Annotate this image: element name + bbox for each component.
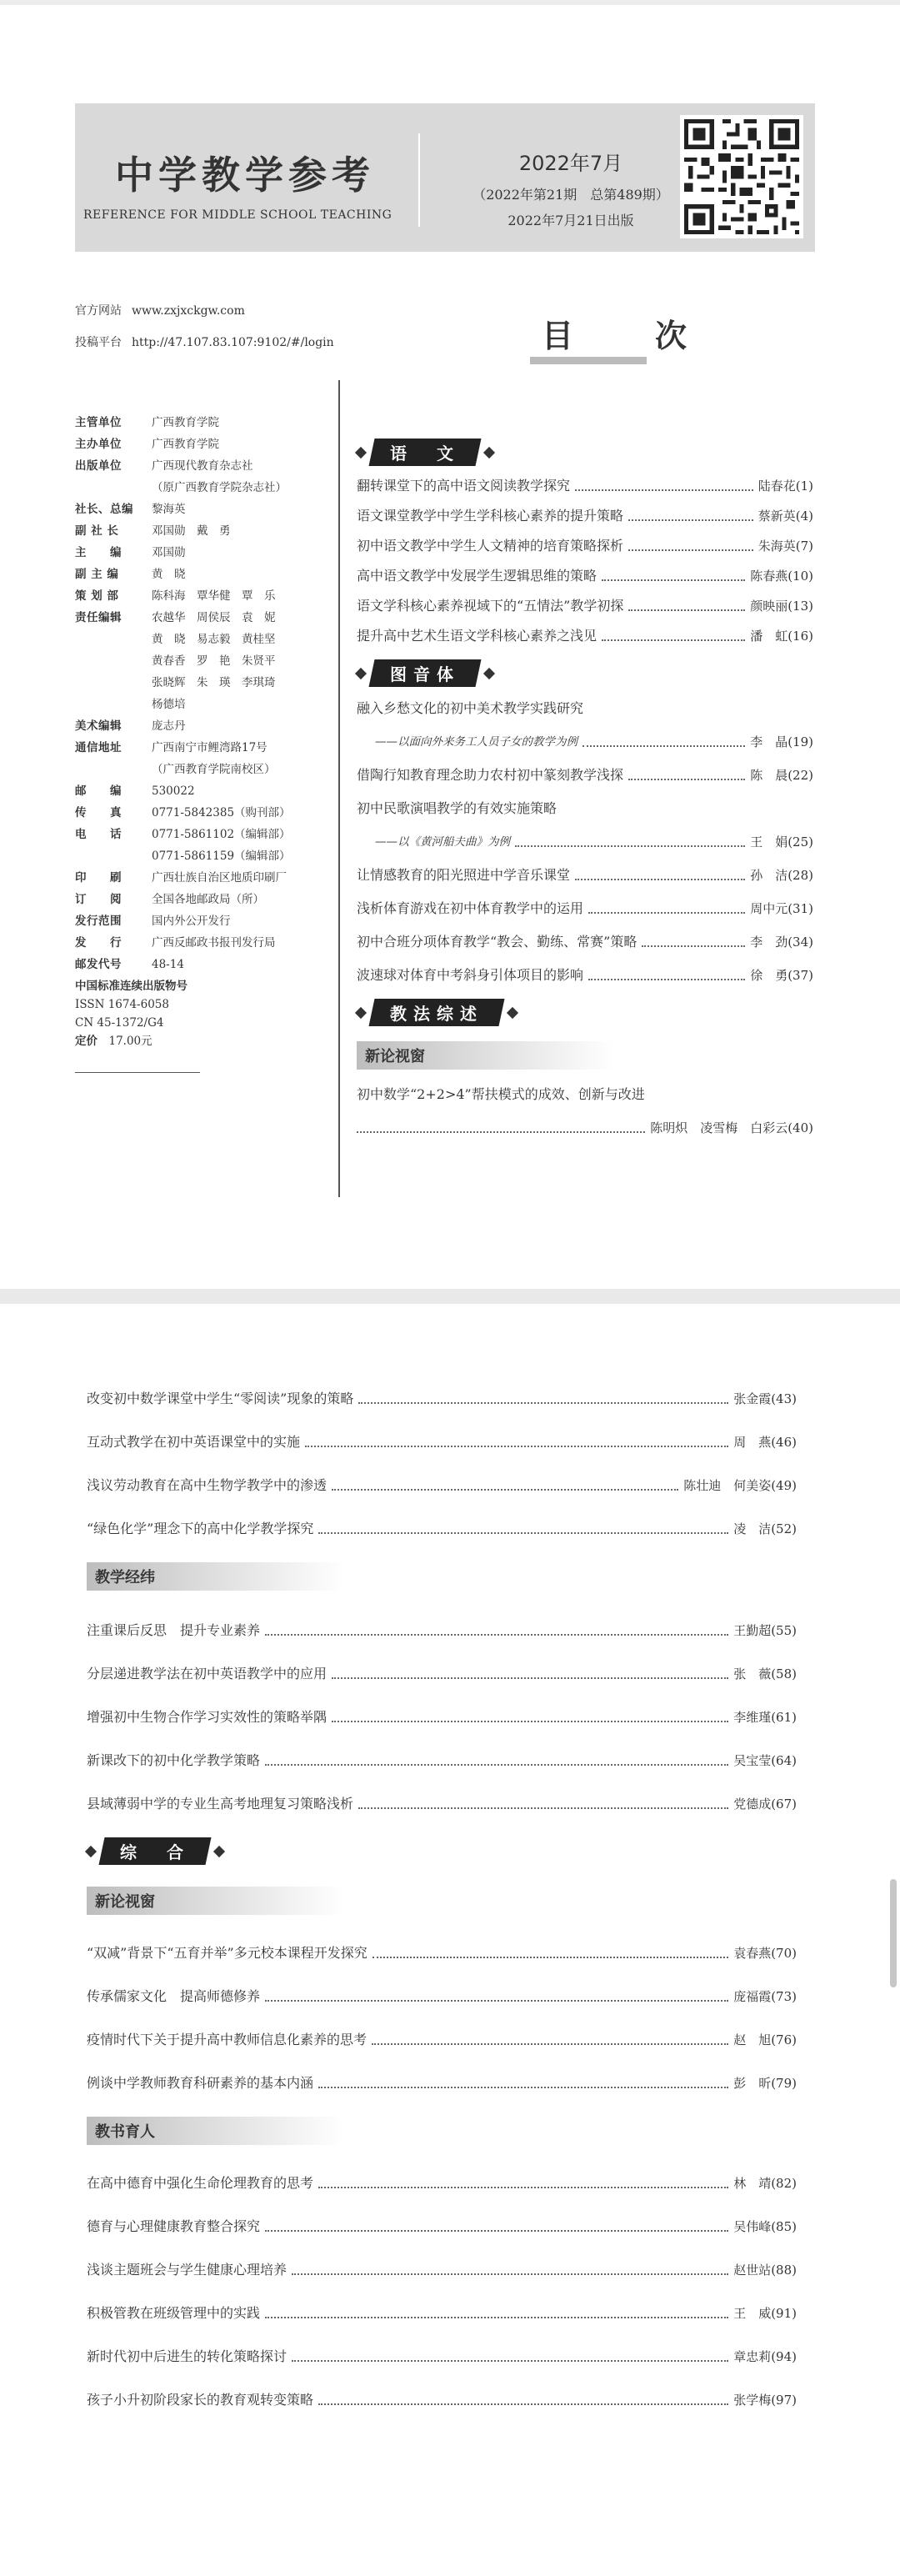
toc-item-title: 分层递进教学法在初中英语教学中的应用 — [87, 1666, 328, 1681]
toc-item-title: 浅谈主题班会与学生健康心理培养 — [87, 2262, 288, 2278]
toc-item-title: “绿色化学”理念下的高中化学教学探究 — [87, 1521, 314, 1536]
toc-item[interactable] — [357, 765, 813, 785]
leader-dots — [332, 1489, 678, 1491]
publication-info-value: （原广西教育学院杂志社） — [152, 481, 287, 494]
leader-dots — [515, 845, 745, 847]
toc-item[interactable] — [357, 899, 813, 919]
toc-item-subtitle[interactable] — [357, 832, 813, 852]
publication-info-row — [75, 672, 325, 694]
toc-item-title: 初中数学“2+2>4”帮扶模式的成效、创新与改进 — [357, 1086, 645, 1102]
publication-info-value: 黎海英 — [152, 503, 186, 516]
publication-info-key: 电 话 — [75, 828, 122, 841]
leader-dots — [292, 2360, 728, 2362]
toc-item[interactable] — [87, 1664, 797, 1684]
publication-info-row — [75, 889, 325, 910]
toc-item[interactable] — [87, 2260, 797, 2280]
toc-item[interactable] — [87, 1987, 797, 2007]
publication-info-value: （广西教育学院南校区） — [152, 763, 276, 776]
leader-dots — [628, 779, 745, 780]
publication-info-value: 张晓辉 朱 瑛 李琪琦 — [152, 676, 276, 689]
publication-info-key — [75, 694, 152, 715]
publication-info-key: 策 划 部 — [75, 589, 119, 603]
contents-title-underline — [530, 357, 647, 364]
leader-dots — [372, 1957, 728, 1958]
leader-dots — [358, 1402, 728, 1404]
publication-info-row — [75, 759, 325, 780]
publication-info-row — [75, 585, 325, 607]
publication-info-row — [75, 564, 325, 585]
toc-item-author: 颜映丽(13) — [750, 599, 813, 614]
toc-item-title: 在高中德育中强化生命伦理教育的思考 — [87, 2175, 314, 2191]
category-tuyinti-label: 图音体 — [390, 664, 460, 684]
diamond-icon — [483, 446, 495, 458]
leader-dots — [628, 549, 753, 551]
publication-info-value: 杨德培 — [152, 698, 186, 711]
category-zonghe-label: 综 合 — [120, 1842, 190, 1862]
publication-info-row — [75, 932, 325, 954]
diamond-icon — [355, 446, 367, 458]
qr-code-icon — [680, 115, 803, 238]
issue-year-month: 2022年7月 — [518, 152, 623, 175]
toc-item[interactable] — [357, 699, 813, 719]
leader-dots — [575, 489, 753, 491]
toc-item-title: 初中民歌演唱教学的有效实施策略 — [357, 800, 558, 816]
publication-info-value: 48-14 — [152, 958, 184, 971]
publication-info-row — [75, 845, 325, 867]
toc-item-author: 李 晶(19) — [750, 734, 813, 749]
publication-info-value: 广西教育学院 — [152, 438, 219, 451]
publication-info-value: 广西教育学院 — [152, 416, 219, 429]
leader-dots — [628, 519, 753, 521]
toc-item[interactable] — [87, 1794, 797, 1814]
publication-info-key: 主 编 — [75, 546, 122, 559]
toc-item-author: 陈春燕(10) — [750, 569, 813, 584]
toc-item-author: 陈壮迪 何美姿(49) — [683, 1478, 797, 1493]
price-value: 17.00元 — [108, 1035, 152, 1048]
toc-item-author: 陈明炽 凌雪梅 白彩云(40) — [650, 1120, 813, 1135]
leader-dots — [318, 1532, 728, 1534]
toc-item[interactable] — [357, 566, 813, 586]
toc-item-title: 语文课堂教学中学生学科核心素养的提升策略 — [357, 508, 624, 524]
publication-info-value: 农越华 周侯辰 袁 妮 — [152, 611, 276, 624]
toc-item-subtitle[interactable] — [357, 732, 813, 752]
toc-item[interactable] — [357, 965, 813, 985]
submission-platform — [75, 333, 334, 350]
publication-info-row — [75, 477, 325, 499]
publication-info-row — [75, 780, 325, 802]
toc-item-author: 潘 虹(16) — [750, 629, 813, 644]
leader-dots — [582, 745, 745, 747]
publication-info-row — [75, 499, 325, 520]
toc-item-title: 波速球对体育中考斜身引体项目的影响 — [357, 967, 584, 983]
toc-item-title: 初中合班分项体育教学“教会、勤练、常赛”策略 — [357, 934, 638, 950]
toc-item-title: 语文学科核心素养视域下的“五情法”教学初探 — [357, 598, 624, 614]
publication-info-row — [75, 737, 325, 759]
publication-info-key — [75, 759, 152, 780]
toc-item-author: 凌 洁(52) — [733, 1521, 797, 1536]
toc-item-author: 张 薇(58) — [733, 1666, 797, 1681]
publication-info-value: 广西南宁市鲤湾路17号 — [152, 741, 268, 754]
publication-info-row — [75, 542, 325, 564]
toc-item-author: 庞福霞(73) — [733, 1989, 797, 2004]
leader-dots — [357, 1131, 645, 1133]
page-1 — [0, 5, 900, 1289]
toc-item[interactable] — [357, 932, 813, 952]
publication-info-value: 广西现代教育杂志社 — [152, 459, 253, 473]
publication-info-row — [75, 867, 325, 889]
publication-info-value: 广西反邮政书报刊发行局 — [152, 936, 276, 950]
publication-info-key — [75, 629, 152, 650]
publication-info-row — [75, 824, 325, 845]
toc-item-author: 赵世站(88) — [733, 2263, 797, 2278]
publication-info-row — [75, 954, 325, 975]
leader-dots — [265, 2230, 728, 2232]
publication-info-value: 530022 — [152, 784, 195, 798]
toc-item[interactable] — [87, 1943, 797, 1963]
toc-item[interactable] — [87, 1621, 797, 1641]
publication-info-key: 发行范围 — [75, 915, 122, 928]
category-yuwen-label: 语 文 — [390, 444, 460, 464]
publication-info-value: 黄 晓 — [152, 568, 186, 581]
toc-page-1 — [357, 439, 813, 1138]
magazine-title: 中学教学参考 — [115, 153, 375, 198]
leader-dots — [265, 1764, 728, 1766]
publication-info-key: 传 真 — [75, 806, 122, 819]
toc-item-author: 王 威(91) — [733, 2306, 797, 2321]
toc-item[interactable] — [357, 536, 813, 556]
leader-dots — [265, 2000, 728, 2002]
toc-item-author: 王 娟(25) — [750, 834, 813, 849]
publication-info-value: 邓国勋 戴 勇 — [152, 524, 231, 538]
publication-info-value: 全国各地邮政局（所） — [152, 893, 264, 906]
publication-info-key: 通信地址 — [75, 741, 122, 754]
page-gap — [0, 1289, 900, 1304]
issn: ISSN 1674-6058 — [75, 998, 169, 1011]
toc-item-author: 徐 勇(37) — [750, 968, 813, 983]
toc-item[interactable] — [357, 1085, 813, 1105]
leader-dots — [588, 979, 745, 980]
leader-dots — [588, 912, 745, 914]
toc-item-author: 彭 昕(79) — [733, 2076, 797, 2091]
column-divider — [338, 380, 340, 1197]
publication-info-key: 主办单位 — [75, 438, 122, 451]
publication-codes — [75, 977, 325, 1050]
toc-item-title: 互动式教学在初中英语课堂中的实施 — [87, 1434, 301, 1450]
toc-item-author: 周 燕(46) — [733, 1435, 797, 1450]
toc-item-title: 注重课后反思 提升专业素养 — [87, 1622, 261, 1638]
publication-info-key: 美术编辑 — [75, 719, 122, 733]
cn-number: CN 45-1372/G4 — [75, 1016, 164, 1030]
category-yuwen — [357, 439, 813, 466]
toc-item[interactable] — [357, 506, 813, 526]
toc-item-subtitle-text: ——以面向外来务工人员子女的教学为例 — [375, 735, 578, 749]
diamond-icon — [507, 1006, 518, 1018]
publication-info-rule — [75, 1072, 200, 1073]
publication-info-row — [75, 434, 325, 455]
toc-item-title: 疫情时代下关于提升高中教师信息化素养的思考 — [87, 2032, 368, 2047]
publication-info-row — [75, 650, 325, 672]
issue-number: （2022年第21期 总第489期） — [472, 187, 669, 203]
toc-item-title: 翻转课堂下的高中语文阅读教学探究 — [357, 478, 571, 494]
publication-info-key — [75, 672, 152, 694]
toc-item-author: 袁春燕(70) — [733, 1946, 797, 1961]
toc-item[interactable] — [87, 2173, 797, 2193]
toc-item[interactable] — [87, 2073, 797, 2093]
toc-item-author: 党德成(67) — [733, 1797, 797, 1812]
toc-item[interactable] — [357, 626, 813, 646]
leader-dots — [305, 1446, 728, 1447]
toc-item-title: 增强初中生物合作学习实效性的策略举隅 — [87, 1709, 328, 1725]
publication-info-key: 订 阅 — [75, 893, 122, 906]
toc-item[interactable] — [87, 2030, 797, 2050]
leader-dots — [642, 945, 745, 947]
toc-item-author: 陆春花(1) — [758, 479, 813, 494]
publication-info-value: 陈科海 覃华健 覃 乐 — [152, 589, 276, 603]
publication-info-value: 庞志丹 — [152, 719, 186, 733]
section-jiaoshuyuren: 教书育人 — [87, 2117, 345, 2145]
publication-info-key: 社长、总编 — [75, 503, 133, 516]
price — [75, 1032, 325, 1050]
toc-item-author: 吴宝莹(64) — [733, 1753, 797, 1768]
toc-item-author: 李 劲(34) — [750, 935, 813, 950]
toc-item[interactable] — [87, 1751, 797, 1771]
diamond-icon — [355, 667, 367, 679]
toc-item-title: 改变初中数学课堂中学生“零阅读”现象的策略 — [87, 1391, 354, 1406]
publication-info-row — [75, 629, 325, 650]
publication-info-row — [75, 694, 325, 715]
publication-info-row — [75, 910, 325, 932]
official-website — [75, 302, 245, 318]
standard-serial-label: 中国标准连续出版物号 — [75, 980, 188, 993]
toc-item[interactable] — [87, 2347, 797, 2367]
issue-info — [433, 147, 708, 229]
magazine-english-title: REFERENCE FOR MIDDLE SCHOOL TEACHING — [83, 208, 392, 222]
masthead — [75, 103, 815, 252]
toc-item-author: 孙 洁(28) — [750, 868, 813, 883]
category-jiaofazongshu — [357, 999, 813, 1026]
section-xinlunshichuang: 新论视窗 — [87, 1887, 345, 1915]
toc-item-title: 积极管教在班级管理中的实践 — [87, 2305, 261, 2321]
toc-item-author: 张学梅(97) — [733, 2393, 797, 2408]
publication-info-row — [75, 802, 325, 824]
masthead-divider — [418, 133, 420, 227]
publication-info-key: 邮 编 — [75, 784, 122, 798]
leader-dots — [358, 1807, 728, 1809]
toc-item-author: 周中元(31) — [750, 901, 813, 916]
contents-title: 目 次 — [542, 318, 712, 354]
toc-page-2 — [87, 1389, 797, 2433]
price-label: 定价 — [75, 1035, 98, 1048]
leader-dots — [372, 2043, 728, 2045]
scrollbar-thumb[interactable] — [890, 1879, 897, 1987]
publication-info-value: 黄春香 罗 艳 朱贤平 — [152, 654, 276, 668]
leader-dots — [318, 2187, 728, 2188]
toc-item[interactable] — [87, 2217, 797, 2237]
toc-item-author: 章忠莉(94) — [733, 2349, 797, 2364]
publication-info-value: 0771-5861102（编辑部） — [152, 828, 291, 841]
toc-item-author: 李维瑾(61) — [733, 1710, 797, 1725]
toc-item-title: “双减”背景下“五育并举”多元校本课程开发探究 — [87, 1945, 368, 1961]
toc-item-title: 提升高中艺术生语文学科核心素养之浅见 — [357, 628, 598, 644]
toc-item-title: 让情感教育的阳光照进中学音乐课堂 — [357, 867, 571, 883]
toc-item-title: 新课改下的初中化学教学策略 — [87, 1752, 261, 1768]
toc-item-title: 孩子小升初阶段家长的教育观转变策略 — [87, 2392, 314, 2408]
toc-item[interactable] — [87, 1389, 797, 1409]
publication-info-key — [75, 477, 152, 499]
official-website-url[interactable]: www.zxjxckgw.com — [132, 304, 245, 318]
toc-item[interactable] — [87, 2303, 797, 2323]
toc-item-title: 借陶行知教育理念助力农村初中篆刻教学浅探 — [357, 767, 624, 783]
toc-item-title: 例谈中学教师教育科研素养的基本内涵 — [87, 2075, 314, 2091]
toc-item-subtitle-text: ——以《黄河船夫曲》为例 — [375, 835, 510, 849]
publication-info-key: 出版单位 — [75, 459, 122, 473]
publication-info-key: 邮发代号 — [75, 958, 122, 971]
toc-item-author-line[interactable] — [357, 1118, 813, 1138]
publication-info-key: 责任编辑 — [75, 611, 122, 624]
publication-info-row — [75, 412, 325, 434]
toc-item-author: 林 靖(82) — [733, 2176, 797, 2191]
category-zonghe — [87, 1837, 797, 1865]
publication-info-key: 印 刷 — [75, 871, 122, 885]
toc-item-title: 初中语文教学中学生人文精神的培育策略探析 — [357, 538, 624, 554]
publication-info-value: 邓国勋 — [152, 546, 186, 559]
toc-item-title: 浅析体育游戏在初中体育教学中的运用 — [357, 900, 584, 916]
toc-item-author: 张金霞(43) — [733, 1391, 797, 1406]
publication-info-key: 副 社 长 — [75, 524, 119, 538]
toc-item-author: 蔡新英(4) — [758, 509, 813, 524]
publication-info-row — [75, 520, 325, 542]
leader-dots — [265, 1634, 728, 1636]
publication-info-row — [75, 607, 325, 629]
section-xinlunshichuang: 新论视窗 — [357, 1041, 615, 1070]
section-jiaoxuejingwei: 教学经纬 — [87, 1562, 345, 1591]
toc-item[interactable] — [357, 799, 813, 819]
leader-dots — [318, 2403, 728, 2405]
toc-item[interactable] — [87, 1432, 797, 1452]
leader-dots — [265, 2317, 728, 2318]
toc-item-author: 朱海英(7) — [758, 539, 813, 554]
leader-dots — [318, 2087, 728, 2088]
publication-info-row — [75, 715, 325, 737]
publication-info-key — [75, 650, 152, 672]
toc-item-author: 王勤超(55) — [733, 1623, 797, 1638]
publication-info-key: 发 行 — [75, 936, 122, 950]
diamond-icon — [85, 1845, 97, 1857]
publication-info — [75, 412, 325, 1073]
toc-item-title: 县域薄弱中学的专业生高考地理复习策略浅析 — [87, 1796, 354, 1812]
publication-info-row — [75, 455, 325, 477]
toc-item[interactable] — [357, 865, 813, 885]
toc-item[interactable] — [357, 596, 813, 616]
toc-item-title: 德育与心理健康教育整合探究 — [87, 2218, 261, 2234]
publication-info-value: 0771-5861159（编辑部） — [152, 849, 291, 863]
publication-info-value: 广西壮族自治区地质印刷厂 — [152, 871, 287, 885]
publication-info-key — [75, 845, 152, 867]
leader-dots — [332, 1721, 728, 1722]
toc-item-title: 高中语文教学中发展学生逻辑思维的策略 — [357, 568, 598, 584]
submission-platform-label: 投稿平台 — [75, 336, 122, 349]
issue-pub-date: 2022年7月21日出版 — [508, 213, 634, 228]
submission-platform-url[interactable]: http://47.107.83.107:9102/#/login — [132, 336, 334, 349]
leader-dots — [575, 879, 745, 880]
toc-item-title: 浅议劳动教育在高中生物学教学中的渗透 — [87, 1477, 328, 1493]
toc-item[interactable] — [87, 2390, 797, 2410]
toc-item-title: 融入乡愁文化的初中美术教学实践研究 — [357, 700, 584, 716]
publication-info-value: 黄 晓 易志毅 黄桂坚 — [152, 633, 276, 646]
official-website-label: 官方网站 — [75, 304, 122, 318]
toc-item-author: 赵 旭(76) — [733, 2032, 797, 2047]
toc-item-title: 新时代初中后进生的转化策略探讨 — [87, 2348, 288, 2364]
leader-dots — [332, 1677, 728, 1679]
toc-item[interactable] — [87, 1476, 797, 1496]
diamond-icon — [483, 667, 495, 679]
toc-item[interactable] — [87, 1707, 797, 1727]
publication-info-value: 国内外公开发行 — [152, 915, 231, 928]
publication-info-key: 主管单位 — [75, 416, 122, 429]
page-2 — [0, 1304, 900, 2576]
leader-dots — [602, 579, 745, 581]
toc-item-author: 陈 晨(22) — [750, 768, 813, 783]
diamond-icon — [355, 1006, 367, 1018]
diamond-icon — [213, 1845, 225, 1857]
leader-dots — [292, 2273, 728, 2275]
toc-item[interactable] — [357, 476, 813, 496]
toc-item-author: 吴伟峰(85) — [733, 2219, 797, 2234]
leader-dots — [628, 609, 745, 611]
publication-info-key: 副 主 编 — [75, 568, 119, 581]
category-tuyinti — [357, 659, 813, 687]
toc-item[interactable] — [87, 1519, 797, 1539]
toc-item-title: 传承儒家文化 提高师德修养 — [87, 1988, 261, 2004]
category-jiaofazongshu-label: 教法综述 — [390, 1004, 483, 1024]
publication-info-value: 0771-5842385（购刊部） — [152, 806, 291, 819]
leader-dots — [602, 639, 745, 641]
